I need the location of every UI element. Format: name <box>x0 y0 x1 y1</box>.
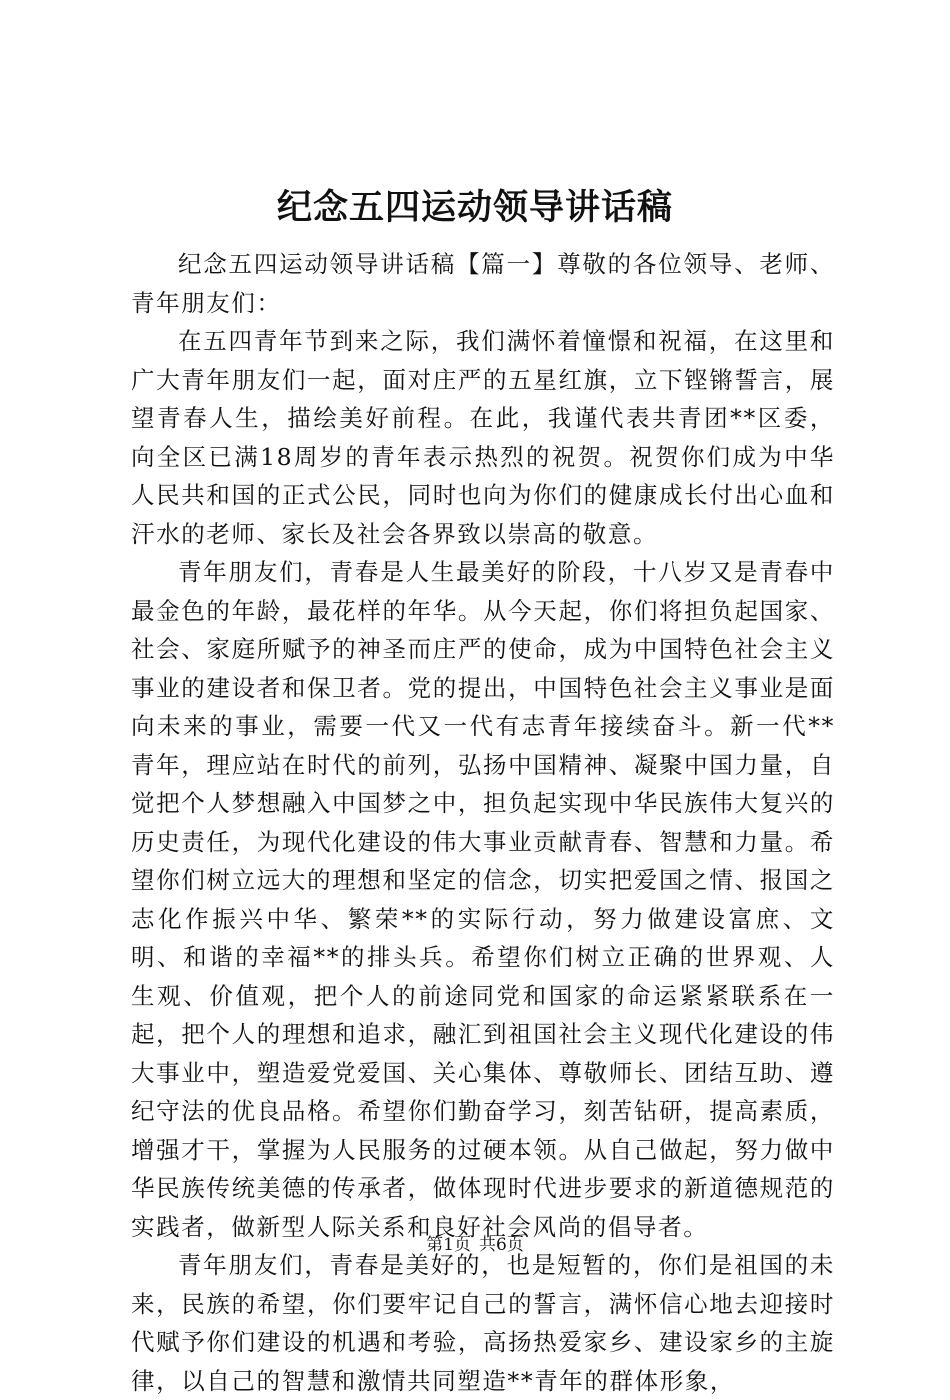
page-number-current: 第1页 <box>426 1235 471 1255</box>
paragraph-closing: 青年朋友们，青春是美好的，也是短暂的，你们是祖国的未来，民族的希望，你们要牢记自己的誓言，满怀信心地去迎接时代赋予你们建设的机遇和考验，高扬热爱家乡、建设家乡的主旋律，以自己的智慧和激情共同塑造**青年的群体形象， <box>131 1251 835 1395</box>
document-body <box>131 245 835 1400</box>
paragraph-main: 青年朋友们，青春是人生最美好的阶段，十八岁又是青春中最金色的年龄，最花样的年华。从今天起，你们将担负起国家、社会、家庭所赋予的神圣而庄严的使命，成为中国特色社会主义事业的建设者和保卫者。党的提出，中国特色社会主义事业是面向未来的事业，需要一代又一代有志青年接续奋斗。新一代**青年，理应站在时代的前列，弘扬中国精神、凝聚中国力量，自觉把个人梦想融入中国梦之中，担负起实现中华民族伟大复兴的历史责任，为现代化建设的伟大事业贡献青春、智慧和力量。希望你们树立远大的理想和坚定的信念，切实把爱国之情、报国之志化作振兴中华、繁荣**的实际行动，努力做建设富庶、文明、和谐的幸福**的排头兵。希望你们树立正确的世界观、人生观、价值观，把个人的前途同党和国家的命运紧紧联系在一起，把个人的理想和追求，融汇到祖国社会主义现代化建设的伟大事业中，塑造爱党爱国、关心集体、尊敬师长、团结互助、遵纪守法的优良品格。希望你们勤奋学习，刻苦钻研，提高素质，增强才干，掌握为人民服务的过硬本领。从自己做起，努力做中华民族传统美德的传承者，做体现时代进步要求的新道德规范的实践者，做新型人际关系和良好社会风尚的倡导者。 <box>131 558 835 1241</box>
document-title: 纪念五四运动领导讲话稿 <box>276 187 673 228</box>
paragraph-opening: 在五四青年节到来之际，我们满怀着憧憬和祝福，在这里和广大青年朋友们一起，面对庄严的五星红旗，立下铿锵誓言，展望青春人生，描绘美好前程。在此，我谨代表共青团**区委，向全区已满18周岁的青年表示热烈的祝贺。祝贺你们成为中华人民共和国的正式公民，同时也向为你们的健康成长付出心血和汗水的老师、家长及社会各界致以崇高的敬意。 <box>131 327 835 548</box>
page-number-total: 共6页 <box>479 1235 524 1255</box>
paragraph-greeting: 纪念五四运动领导讲话稿【篇一】尊敬的各位领导、老师、青年朋友们： <box>131 250 835 317</box>
page-footer <box>0 1233 950 1257</box>
